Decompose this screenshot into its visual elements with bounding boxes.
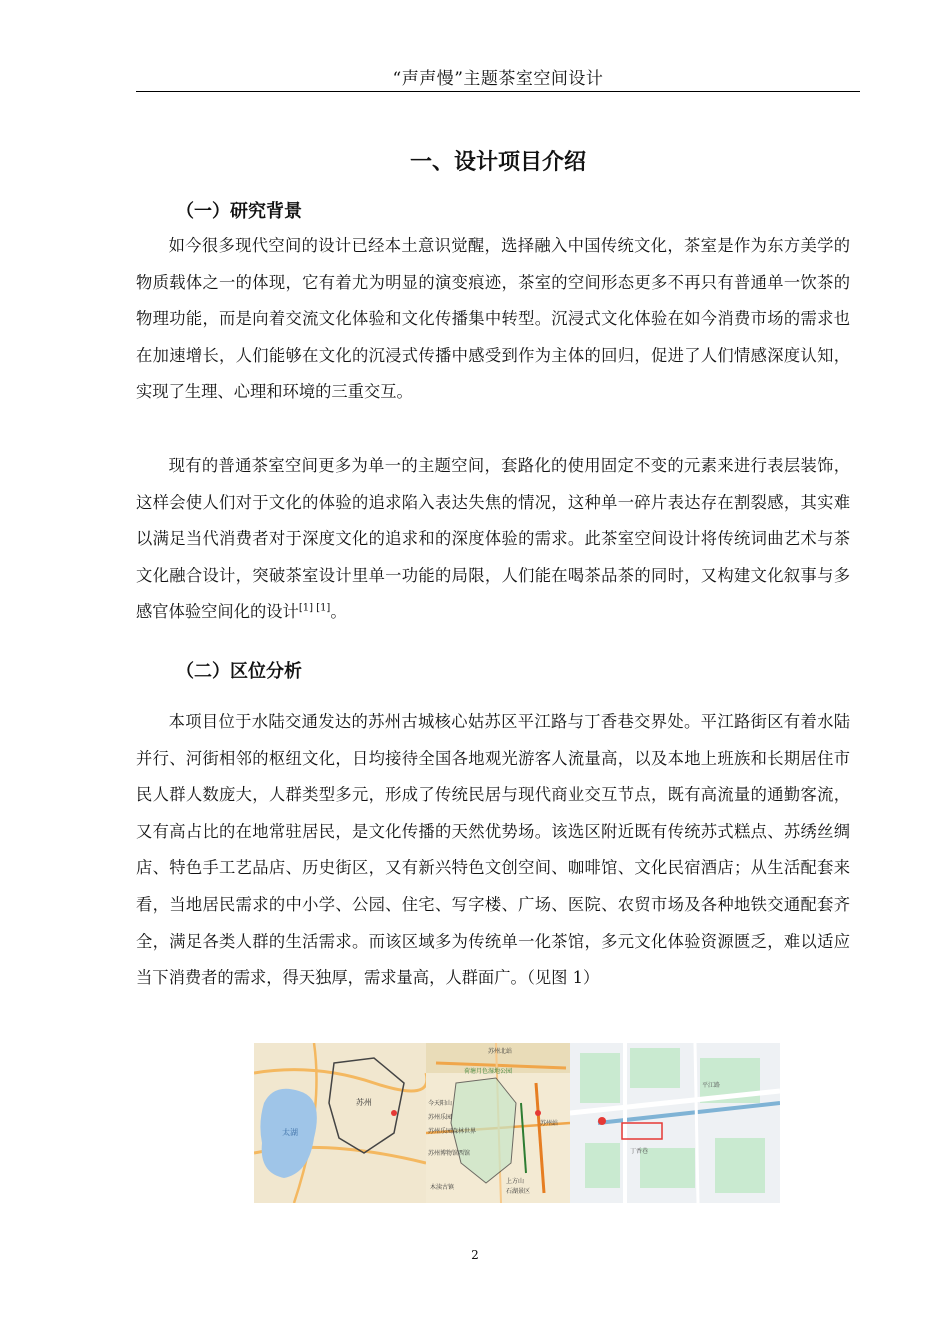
section-heading-research-background: （一）研究背景 [176,201,302,222]
map-label: 上方山 [506,1178,525,1185]
regional-map [254,1043,426,1203]
chapter-title: 一、设计项目介绍 [409,150,586,175]
city-map-graphic [426,1043,570,1203]
street-map-graphic [570,1043,780,1203]
map-label: 苏州北站 [488,1048,513,1055]
map-label: 丁香巷 [630,1148,649,1155]
map-label: 石湖景区 [506,1188,531,1195]
map-label: 苏州博物馆西馆 [428,1150,471,1157]
location-map-figure [254,1043,780,1203]
paragraph [136,448,850,631]
header-rule [136,91,860,92]
map-label: 苏州 [356,1098,372,1107]
map-label: 苏州乐园森林世界 [428,1128,477,1135]
paragraph-end: 。 [330,602,347,622]
city-map [426,1043,570,1203]
running-header: “声声慢”主题茶室空间设计 [392,69,604,89]
map-label: 木渎古镇 [430,1184,455,1191]
paragraph: 如今很多现代空间的设计已经本土意识觉醒，选择融入中国传统文化，茶室是作为东方美学的物质载体之一的体现，它有着尤为明显的演变痕迹，茶室的空间形态更多不再只有普通单一饮茶的物理功能，而是向着交流文化体验和文化传播集中转型。沉浸式文化体验在如今消费市场的需求也在加速增长，人们能够在文化的沉浸式传播中感受到作为主体的回归，促进了人们情感深度认知，实现了生理、心理和环境的三重交互。 [136,236,850,402]
map-label: 今天阳山 [428,1100,453,1107]
map-label: 苏州站 [540,1120,559,1127]
page-number: 2 [471,1248,479,1262]
map-label: 平江路 [702,1082,721,1089]
street-map [570,1043,780,1203]
section-heading-location-analysis: （二）区位分析 [176,661,302,682]
regional-map-graphic [254,1043,426,1203]
citation[interactable]: [1] [1] [298,602,331,614]
map-label: 苏州乐园 [428,1114,453,1121]
map-label: 太湖 [282,1128,298,1137]
map-label: 荷塘月色湿地公园 [464,1068,513,1075]
paragraph-text: 现有的普通茶室空间更多为单一的主题空间，套路化的使用固定不变的元素来进行表层装饰，这样会使人们对于文化的体验的追求陷入表达失焦的情况，这种单一碎片表达存在割裂感，其实难以满足当代消费者对于深度文化的追求和的深度体验的需求。此茶室空间设计将传统词曲艺术与茶文化融合设计，突破茶室设计里单一功能的局限，人们能在喝茶品茶的同时，又构建文化叙事与多感官体验空间化的设计 [136,456,850,622]
paragraph: 本项目位于水陆交通发达的苏州古城核心姑苏区平江路与丁香巷交界处。平江路街区有着水陆并行、河街相邻的枢纽文化，日均接待全国各地观光游客人流量高，以及本地上班族和长期居住市民人群人数庞大，人群类型多元，形成了传统民居与现代商业交互节点，既有高流量的通勤客流，又有高占比的在地常驻居民，是文化传播的天然优势场。该选区附近既有传统苏式糕点、苏绣丝绸店、特色手工艺品店、历史街区，又有新兴特色文创空间、咖啡馆、文化民宿酒店；从生活配套来看，当地居民需求的中小学、公园、住宅、写字楼、广场、医院、农贸市场及各种地铁交通配套齐全，满足各类人群的生活需求。而该区域多为传统单一化茶馆，多元文化体验资源匮乏，难以适应当下消费者的需求，得天独厚，需求量高，人群面广。（见图 1） [136,712,850,988]
location-pin-icon [598,1117,606,1125]
